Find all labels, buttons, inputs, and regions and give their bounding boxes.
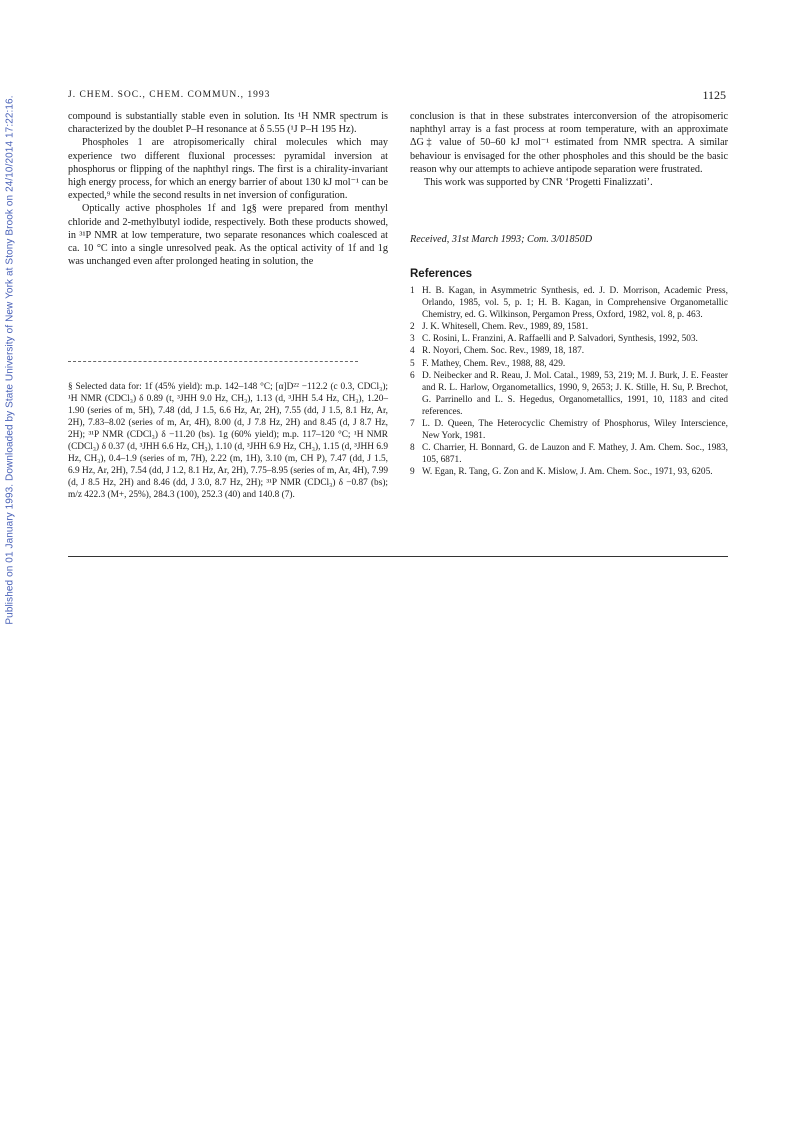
reference-item <box>410 442 728 466</box>
reference-number: 7 <box>410 419 415 430</box>
reference-text: L. D. Queen, The Heterocyclic Chemistry of Phosphorus, Wiley Interscience, New York, 1981. <box>422 419 728 442</box>
right-column <box>410 110 728 189</box>
paragraph: Optically active phospholes 1f and 1g§ were prepared from menthyl chloride and 2-methylbutyl iodide, respectively. Both these products showed, in ³¹P NMR at low temperature, two separate resonances which coalesced at ca. 10 °C into a single unresolved peak. As the optical activity of 1f and 1g was unchanged even after prolonged heating in solution, the <box>68 203 388 268</box>
reference-text: H. B. Kagan, in Asymmetric Synthesis, ed. J. D. Morrison, Academic Press, Orlando, 1985, vol. 5, p. 1; H. B. Kagan, in Comprehensive Organometallic Chemistry, ed. G. Wilkinson, Pergamon Press, Oxford, 1982, vol. 8, p. 463. <box>422 286 728 321</box>
reference-number: 1 <box>410 286 415 296</box>
reference-item <box>410 321 728 333</box>
reference-item <box>410 370 728 418</box>
paragraph: Phospholes 1 are atropisomerically chiral molecules which may experience two different fluxional processes: pyramidal inversion at phosphorus or flipping of the naphthyl rings. The first is a chirality-invariant high energy process, for which an energy barrier of about 130 kJ mol⁻¹ can be expected,⁹ while the second results in net inversion of configuration. <box>68 137 388 202</box>
references-heading: References <box>410 268 473 280</box>
paragraph: compound is substantially stable even in solution. Its ¹H NMR spectrum is characterized by the doublet P–H resonance at δ 5.55 (¹J P–H 195 Hz). <box>68 111 388 136</box>
reference-number: 6 <box>410 370 415 381</box>
received-date: Received, 31st March 1993; Com. 3/01850D <box>410 234 593 245</box>
reference-list <box>410 285 728 479</box>
reference-item <box>410 345 728 357</box>
reference-text: D. Neibecker and R. Reau, J. Mol. Catal., 1989, 53, 219; M. J. Burk, J. E. Feaster and R. L. Harlow, Organometallics, 1990, 9, 2653; J. K. Stille, H. Su, P. Brechot, G. Parrinello and L. S. Hegedus, Organometallics, 1991, 10, 1183 and cited references. <box>422 370 728 417</box>
running-head: J. CHEM. SOC., CHEM. COMMUN., 1993 <box>68 90 271 100</box>
reference-number: 2 <box>410 322 415 333</box>
reference-text: C. Charrier, H. Bonnard, G. de Lauzon and F. Mathey, J. Am. Chem. Soc., 1983, 105, 6871. <box>422 443 728 466</box>
reference-item <box>410 333 728 345</box>
reference-number: 4 <box>410 346 415 357</box>
reference-number: 5 <box>410 358 415 369</box>
reference-text: W. Egan, R. Tang, G. Zon and K. Mislow, J. Am. Chem. Soc., 1971, 93, 6205. <box>422 467 713 478</box>
page-number: 1125 <box>702 88 726 102</box>
reference-item <box>410 285 728 321</box>
download-watermark <box>0 0 20 720</box>
reference-item <box>410 466 728 478</box>
paragraph: conclusion is that in these substrates interconversion of the atropisomeric naphthyl array is a fast process at room temperature, with an approximate ΔG‡ value of 50–60 kJ mol⁻¹ estimated from NMR spectra. A similar behaviour is envisaged for the other phospholes and this should be the basic reason why our attempts to achieve antipode separation were frustrated. <box>410 111 728 175</box>
reference-text: F. Mathey, Chem. Rev., 1988, 88, 429. <box>422 358 566 369</box>
reference-text: J. K. Whitesell, Chem. Rev., 1989, 89, 1581. <box>422 322 589 333</box>
reference-item <box>410 358 728 370</box>
reference-number: 3 <box>410 334 415 345</box>
left-column <box>68 110 388 268</box>
reference-text: R. Noyori, Chem. Soc. Rev., 1989, 18, 187. <box>422 346 585 357</box>
footnote-divider <box>68 361 358 362</box>
acknowledgement: This work was supported by CNR ‘Progetti Finalizzati’. <box>424 177 653 189</box>
reference-number: 9 <box>410 467 415 478</box>
footnote: § Selected data for: 1f (45% yield): m.p. 142–148 °C; [α]D²² −112.2 (c 0.3, CDCl₃); ¹H NMR (CDCl₃) δ 0.89 (t, ³JHH 9.0 Hz, CH₃), 1.13 (d, ³JHH 5.4 Hz, CH₃), 1.20–1.90 (series of m, 5H), 7.48 (dd, J 1.5, 6.6 Hz, Ar, 2H), 7.55 (dd, J 1.5, 8.1 Hz, Ar, 2H), 7.83–8.02 (series of m, Ar, 4H), 8.00 (d, J 7.8 Hz, 2H) and 8.45 (d, J 8.7 Hz, 2H); ³¹P NMR (CDCl₃) δ −11.20 (bs). 1g (60% yield); m.p. 117–120 °C; ¹H NMR (CDCl₃) δ 0.37 (d, ³JHH 6.6 Hz, CH₃), 1.10 (d, ³JHH 6.9 Hz, CH₃), 1.15 (d, ³JHH 6.9 Hz, CH₃), 0.4–1.9 (series of m, 7H), 2.22 (m, 1H), 3.10 (m, CH P), 7.47 (dd, J 1.5, 6.9 Hz, Ar, 2H), 7.54 (dd, J 1.2, 8.1 Hz, Ar, 2H), 7.75–8.95 (series of m, Ar, 4H), 7.99 (d, J 8.5 Hz, 2H) and 8.46 (dd, J 3.0, 8.7 Hz, 2H); ³¹P NMR (CDCl₃) δ −0.87 (bs); m/z 422.3 (M+, 25%), 284.3 (100), 252.3 (40) and 140.8 (7). <box>68 382 388 501</box>
reference-number: 8 <box>410 443 415 454</box>
page-header <box>68 88 728 104</box>
download-watermark-text: Published on 01 January 1993. Downloaded by State University of New York at Stony Brook on 24/10/2014 17:22:16. <box>4 95 16 625</box>
reference-text: C. Rosini, L. Franzini, A. Raffaelli and P. Salvadori, Synthesis, 1992, 503. <box>422 334 698 345</box>
reference-item <box>410 418 728 442</box>
page-bottom-rule <box>68 556 728 557</box>
